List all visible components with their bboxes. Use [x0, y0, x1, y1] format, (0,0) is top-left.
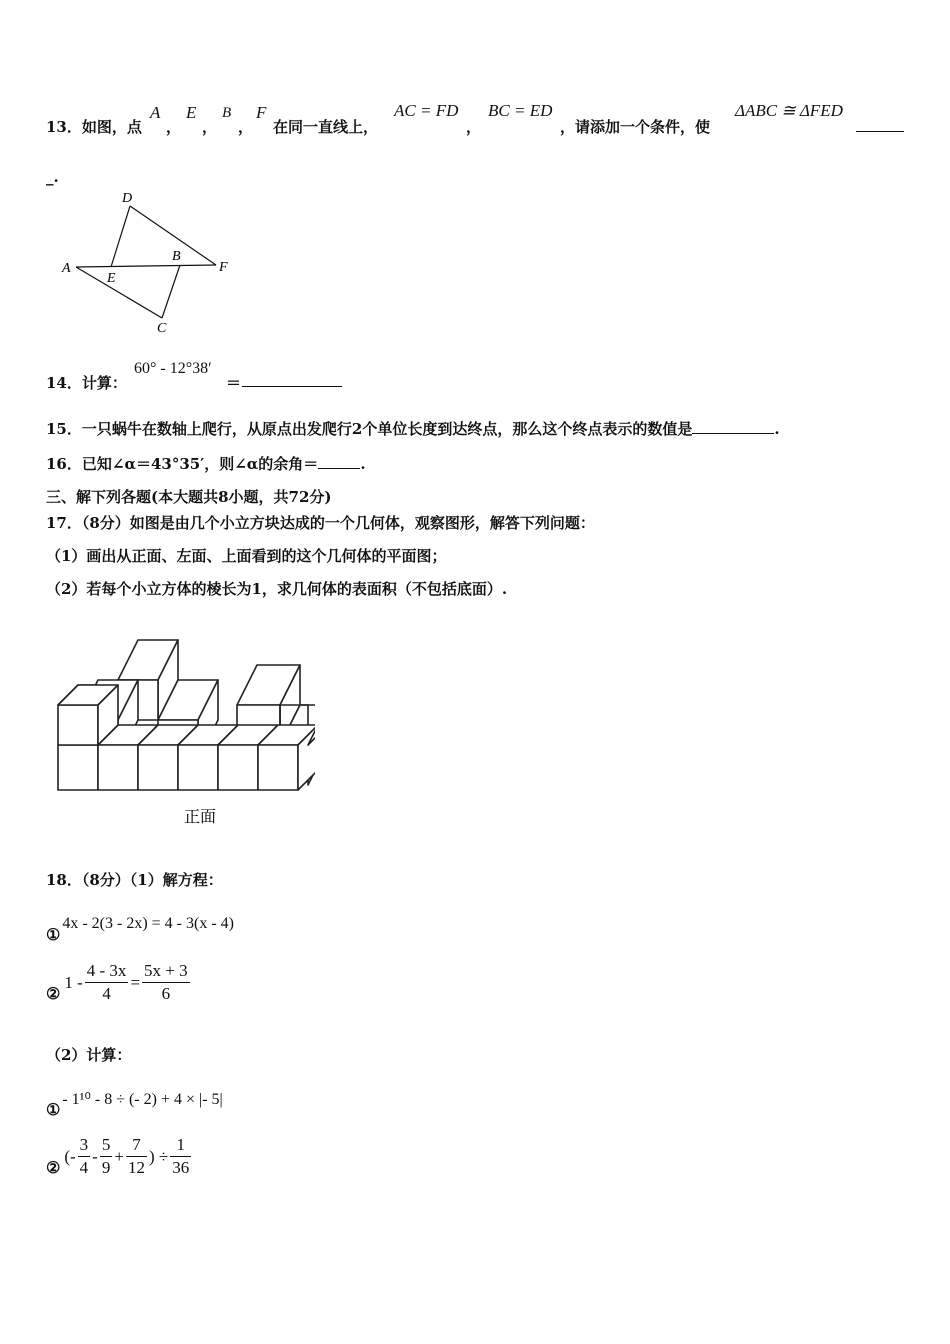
calc-fraction-4: [170, 1134, 191, 1179]
circle-number-3: ①: [46, 1100, 61, 1119]
q18-calc-2: [46, 1134, 191, 1179]
calc-fraction-3-numerator: 7: [126, 1134, 147, 1157]
label-b: B: [172, 249, 181, 264]
q13-figure: [56, 190, 246, 340]
fraction-2-numerator: 5x + 3: [142, 960, 190, 983]
calc-fraction-1-denominator: 4: [79, 1158, 89, 1177]
segment-bc: [162, 265, 180, 318]
q13-eq-bc-ed: BC = ED: [488, 101, 553, 120]
circle-number-4: ②: [46, 1158, 61, 1177]
calc-plus: +: [114, 1146, 124, 1166]
cube-front: [138, 745, 178, 790]
segment-af: [76, 265, 216, 267]
calc-1-text: - 1¹⁰ - 8 ÷ (- 2) + 4 × |- 5|: [62, 1090, 223, 1108]
label-d: D: [122, 191, 133, 206]
segment-ac: [76, 267, 162, 318]
q15-text: 一只蜗牛在数轴上爬行，从原点出发爬行2个单位长度到达终点，那么这个终点表示的数值是: [81, 420, 693, 438]
calc-close-divide: ) ÷: [148, 1146, 169, 1166]
q13-tail: _.: [46, 168, 59, 186]
calc-2-open: (-: [64, 1146, 76, 1166]
fraction-1-numerator: 4 - 3x: [85, 960, 129, 983]
q13-point-e: E: [186, 103, 197, 122]
q15-number: 15．: [46, 420, 82, 438]
equation-1-text: 4x - 2(3 - 2x) = 4 - 3(x - 4): [62, 914, 234, 932]
q13-text-3: ，请添加一个条件，使: [560, 118, 711, 136]
calc-fraction-2: [100, 1134, 113, 1179]
fraction-2-denominator: 6: [161, 984, 171, 1003]
q13-sep-3: ，: [238, 118, 254, 136]
q14-line: [46, 372, 127, 393]
q13-sep-4: ，: [466, 118, 482, 136]
circle-number-2: ②: [46, 984, 61, 1003]
q13-text-2: 在同一直线上，: [273, 118, 379, 136]
q13-eq-ac-fd: AC = FD: [394, 101, 459, 120]
q17-cube-figure: [50, 612, 315, 837]
cube-front: [178, 745, 218, 790]
calc-fraction-4-denominator: 36: [172, 1158, 190, 1177]
section-3-title: 三、解下列各题(本大题共8小题，共72分): [46, 488, 332, 506]
calc-fraction-1-numerator: 3: [78, 1134, 91, 1157]
q16-answer-blank: [318, 454, 360, 469]
q18-equation-2: [46, 960, 190, 1005]
calc-minus: -: [92, 1146, 98, 1166]
calc-fraction-1: [78, 1134, 91, 1179]
q16-line: [46, 453, 366, 474]
cube-front: [98, 745, 138, 790]
q13-answer-blank: [856, 117, 904, 132]
cube-front: [58, 745, 98, 790]
q14-text: 计算：: [81, 374, 127, 392]
q14-expression: 60° - 12°38′: [134, 360, 212, 377]
q18-part-2: （2）计算：: [46, 1046, 132, 1064]
q17-line-2: （1）画出从正面、左面、上面看到的这个几何体的平面图；: [46, 547, 447, 565]
circle-number-1: ①: [46, 925, 61, 944]
calc-fraction-4-numerator: 1: [170, 1134, 191, 1157]
label-e: E: [107, 271, 116, 286]
q16-text: 已知∠α＝43°35′，则∠α的余角＝: [81, 455, 319, 473]
q13-point-f: F: [256, 103, 267, 122]
equation-2-left: 1 -: [64, 972, 83, 992]
fraction-2: [142, 960, 190, 1005]
q18-equation-1: [46, 903, 234, 944]
q17-figure-caption: 正面: [184, 807, 217, 826]
q16-tail: .: [360, 455, 366, 473]
cube-front: [218, 745, 258, 790]
q14-answer-blank: [242, 372, 342, 387]
q14-number: 14．: [46, 374, 82, 392]
q13-sep-1: ，: [166, 118, 182, 136]
calc-fraction-3-denominator: 12: [127, 1158, 145, 1177]
cube-front: [58, 705, 98, 745]
q13-sep-2: ，: [202, 118, 218, 136]
q13-line: [46, 116, 142, 137]
segment-de: [111, 206, 130, 267]
q13-text-1: 如图，点: [81, 118, 142, 136]
calc-fraction-2-denominator: 9: [101, 1158, 111, 1177]
q13-eq-congruent: ΔABC ≅ ΔFED: [735, 101, 843, 120]
label-c: C: [157, 321, 167, 336]
q15-line: [46, 418, 780, 439]
calc-fraction-2-numerator: 5: [100, 1134, 113, 1157]
q18-calc-1: [46, 1078, 223, 1119]
q15-answer-blank: [692, 419, 774, 434]
q14-equals: ＝: [226, 374, 242, 392]
fraction-1: [85, 960, 129, 1005]
label-f: F: [219, 260, 228, 275]
calc-fraction-3: [126, 1134, 147, 1179]
q13-point-b: B: [222, 105, 232, 121]
q13-number: 13．: [46, 118, 82, 136]
fraction-1-denominator: 4: [102, 984, 111, 1003]
q15-tail: .: [774, 420, 780, 438]
q18-line-1: 18．（8分）（1）解方程：: [46, 871, 223, 889]
q16-number: 16．: [46, 455, 82, 473]
equation-2-equals: =: [130, 972, 141, 992]
q17-line-3: （2）若每个小立方体的棱长为1，求几何体的表面积（不包括底面）.: [46, 580, 508, 598]
q13-point-a: A: [150, 103, 161, 122]
cube-front: [258, 745, 298, 790]
label-a: A: [62, 261, 71, 276]
q17-line-1: 17．（8分）如图是由几个小立方块达成的一个几何体，观察图形，解答下列问题：: [46, 514, 595, 532]
